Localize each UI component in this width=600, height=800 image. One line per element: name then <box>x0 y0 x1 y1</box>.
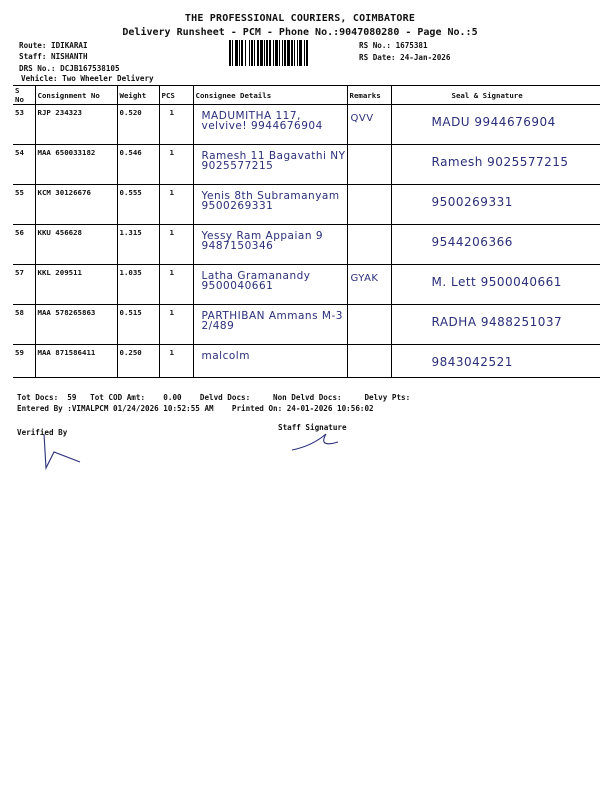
handwritten-signature: MADU 9944676904 <box>431 115 556 129</box>
drs-number: DRS No.: DCJB167538105 <box>19 64 120 73</box>
table-row <box>13 185 600 225</box>
table-row <box>13 105 600 145</box>
handwritten-consignee: malcolm <box>201 350 250 362</box>
table-row <box>13 305 600 345</box>
verifier-signature-mark <box>24 432 84 472</box>
totals-line: Tot Docs: 59 Tot COD Amt: 0.00 Delvd Docs: Non Delvd Docs: Delvy Pts: <box>17 393 411 402</box>
remarks-cell <box>347 185 391 225</box>
remarks-cell <box>347 225 391 265</box>
weight-cell: 1.315 <box>117 225 159 265</box>
rs-number: RS No.: 1675381 <box>359 41 428 50</box>
staff-label: Staff: NISHANTH <box>19 52 88 61</box>
seal-signature-cell <box>391 305 600 345</box>
delivery-table <box>13 85 600 378</box>
staff-signature-label: Staff Signature <box>278 423 347 432</box>
consignee-details-cell <box>193 185 347 225</box>
table-row <box>13 265 600 305</box>
weight-cell: 0.555 <box>117 185 159 225</box>
pieces-cell: 1 <box>159 105 193 145</box>
pieces-cell: 1 <box>159 305 193 345</box>
handwritten-consignee: Ramesh 11 Bagavathi NY 9025577215 <box>201 150 346 172</box>
vehicle-label: Vehicle: Two Wheeler Delivery <box>21 74 154 83</box>
remarks-cell <box>347 305 391 345</box>
handwritten-signature: Ramesh 9025577215 <box>431 155 569 169</box>
rs-date: RS Date: 24-Jan-2026 <box>359 53 451 62</box>
consignee-details-cell <box>193 105 347 145</box>
column-header: Weight <box>117 86 159 105</box>
serial-number-cell: 56 <box>13 225 35 265</box>
consignee-details-cell <box>193 345 347 378</box>
column-header: Consignment No <box>35 86 117 105</box>
table-header-row <box>13 86 600 105</box>
pieces-cell: 1 <box>159 225 193 265</box>
handwritten-consignee: PARTHIBAN Ammans M-3 2/489 <box>201 310 343 332</box>
serial-number-cell: 55 <box>13 185 35 225</box>
handwritten-signature: 9843042521 <box>431 355 513 369</box>
handwritten-signature: 9544206366 <box>431 235 513 249</box>
remarks-cell <box>347 345 391 378</box>
serial-number-cell: 59 <box>13 345 35 378</box>
serial-number-cell: 53 <box>13 105 35 145</box>
column-header: PCS <box>159 86 193 105</box>
handwritten-remarks: QVV <box>350 113 374 124</box>
remarks-cell <box>347 145 391 185</box>
column-header: Remarks <box>347 86 391 105</box>
column-header: S No <box>13 86 35 105</box>
handwritten-remarks: GYAK <box>350 273 379 284</box>
handwritten-signature: M. Lett 9500040661 <box>431 275 562 289</box>
handwritten-signature: 9500269331 <box>431 195 513 209</box>
table-row <box>13 225 600 265</box>
consignee-details-cell <box>193 145 347 185</box>
serial-number-cell: 54 <box>13 145 35 185</box>
verified-by-label: Verified By <box>17 428 68 437</box>
column-header: Seal & Signature <box>391 86 600 105</box>
handwritten-consignee: MADUMITHA 117, velvive! 9944676904 <box>201 110 323 132</box>
consignment-number-cell: KKU 456628 <box>35 225 117 265</box>
seal-signature-cell <box>391 265 600 305</box>
barcode-image <box>229 40 353 66</box>
pieces-cell: 1 <box>159 265 193 305</box>
consignment-number-cell: KKL 209511 <box>35 265 117 305</box>
company-title: THE PROFESSIONAL COURIERS, COIMBATORE <box>184 13 416 24</box>
pieces-cell: 1 <box>159 345 193 378</box>
consignment-number-cell: MAA 871586411 <box>35 345 117 378</box>
seal-signature-cell <box>391 225 600 265</box>
seal-signature-cell <box>391 185 600 225</box>
serial-number-cell: 58 <box>13 305 35 345</box>
seal-signature-cell <box>391 145 600 185</box>
consignee-details-cell <box>193 305 347 345</box>
column-header: Consignee Details <box>193 86 347 105</box>
handwritten-consignee: Yenis 8th Subramanyam 9500269331 <box>201 190 340 212</box>
entered-by-line: Entered By :VIMALPCM 01/24/2026 10:52:55 AM Printed On: 24-01-2026 10:56:02 <box>17 404 374 413</box>
weight-cell: 0.250 <box>117 345 159 378</box>
handwritten-signature: RADHA 9488251037 <box>431 315 563 329</box>
weight-cell: 1.035 <box>117 265 159 305</box>
consignee-details-cell <box>193 225 347 265</box>
consignment-number-cell: MAA 650033182 <box>35 145 117 185</box>
seal-signature-cell <box>391 105 600 145</box>
consignment-number-cell: RJP 234323 <box>35 105 117 145</box>
table-row <box>13 345 600 378</box>
weight-cell: 0.520 <box>117 105 159 145</box>
remarks-cell <box>347 265 391 305</box>
handwritten-consignee: Yessy Ram Appaian 9 9487150346 <box>201 230 324 252</box>
serial-number-cell: 57 <box>13 265 35 305</box>
staff-signature-mark <box>290 430 350 456</box>
consignment-number-cell: KCM 30126676 <box>35 185 117 225</box>
remarks-cell <box>347 105 391 145</box>
consignee-details-cell <box>193 265 347 305</box>
weight-cell: 0.515 <box>117 305 159 345</box>
handwritten-consignee: Latha Gramanandy 9500040661 <box>201 270 311 292</box>
seal-signature-cell <box>391 345 600 378</box>
runsheet-subtitle: Delivery Runsheet - PCM - Phone No.:9047080280 - Page No.:5 <box>122 27 478 38</box>
table-row <box>13 145 600 185</box>
pieces-cell: 1 <box>159 145 193 185</box>
pieces-cell: 1 <box>159 185 193 225</box>
consignment-number-cell: MAA 578265863 <box>35 305 117 345</box>
weight-cell: 0.546 <box>117 145 159 185</box>
route-label: Route: IDIKARAI <box>19 41 88 50</box>
